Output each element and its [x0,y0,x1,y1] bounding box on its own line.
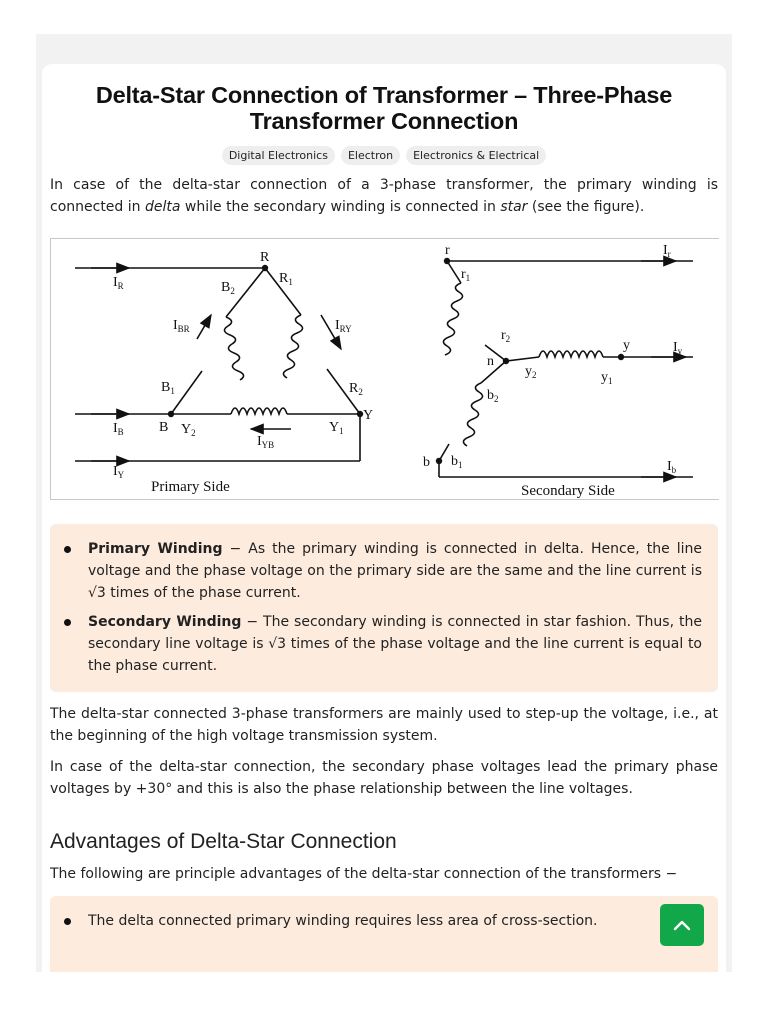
label-r1: $r_1$ [461,267,471,283]
phase-paragraph [50,756,718,800]
advantages-list [50,896,718,972]
list-item [50,910,718,932]
secondary-winding-text: − The secondary winding is connected in star fashion. Thus, the secondary line voltage is √3 times of the phase voltage and the line current is equal to the phase current. [88,614,702,674]
label-B1: $B_1$ [161,380,175,396]
winding-notes [50,524,718,692]
label-IR: $I_R$ [113,275,124,291]
arrow-IBR [197,315,211,339]
intro-paragraph [50,174,718,218]
label-b1: $b_1$ [451,454,463,470]
label-R: R [260,250,270,265]
label-Y1: $Y_1$ [329,420,344,436]
label-Ib: $I_b$ [667,459,677,475]
advantages-heading: Advantages of Delta-Star Connection [50,830,397,853]
caption-secondary: Secondary Side [521,483,615,499]
chevron-up-icon [673,919,691,931]
intro-star: star [500,199,528,215]
delta-star-diagram [51,239,719,499]
label-Iy: $I_y$ [673,340,683,356]
label-n: n [487,354,494,369]
caption-primary: Primary Side [151,479,230,495]
label-B: B [159,420,169,435]
page-title: Delta-Star Connection of Transformer – Three-Phase Transformer Connection [95,82,673,134]
advantages-lead-text: The following are principle advantages of the delta-star connection of the transformers − [50,866,678,882]
label-y1: $y_1$ [601,370,613,386]
scroll-to-top-button[interactable] [660,904,704,946]
secondary-winding-term: Secondary Winding [88,614,242,630]
label-B2: $B_2$ [221,280,235,296]
advantages-lead [50,863,718,885]
label-y: y [623,338,630,353]
intro-text-2: while the secondary winding is connected in [180,199,501,215]
list-item [50,538,718,604]
tag-electronics-electrical[interactable]: Electronics & Electrical [406,146,546,165]
label-R2: $R_2$ [349,381,363,397]
advantages-heading-block [50,829,718,855]
label-IBR: $I_{BR}$ [173,318,190,334]
advantage-text: The delta connected primary winding requires less area of cross-section. [88,913,598,929]
label-R1: $R_1$ [279,271,293,287]
tag-digital-electronics[interactable]: Digital Electronics [222,146,335,165]
intro-text-3: (see the figure). [527,199,645,215]
label-Ir: $I_r$ [663,243,671,259]
label-y2: $y_2$ [525,364,537,380]
label-b: b [423,455,430,470]
usage-text: The delta-star connected 3-phase transformers are mainly used to step-up the voltage, i.e., at the beginning of the high voltage transmission system. [50,706,718,744]
label-r2: $r_2$ [501,328,511,344]
usage-paragraph [50,703,718,747]
article-card [42,64,726,972]
label-IYB: $I_{YB}$ [257,434,275,450]
label-Y2: $Y_2$ [181,422,196,438]
bullet-icon [64,918,71,925]
tag-list [50,146,718,165]
bullet-icon [64,619,71,626]
intro-text-1: In case of the delta-star connection of a 3-phase transformer, the primary winding is connected in [50,177,718,215]
label-IB: $I_B$ [113,421,124,437]
label-IRY: $I_{RY}$ [335,318,352,334]
label-Y: Y [363,408,374,423]
intro-delta: delta [144,199,181,215]
label-r: r [445,243,450,258]
delta-star-figure [50,238,719,500]
label-b2: $b_2$ [487,388,499,404]
primary-winding-text: − As the primary winding is connected in delta. Hence, the line voltage and the phase voltage on the primary side are the same and the line current is √3 times of the phase current. [88,541,703,601]
phase-text: In case of the delta-star connection, the secondary phase voltages lead the primary phase voltages by +30° and this is also the phase relationship between the line voltages. [50,759,718,797]
tag-electron[interactable]: Electron [341,146,400,165]
bullet-icon [64,546,71,553]
page-background [36,34,732,972]
label-IY: $I_Y$ [113,464,125,480]
list-item [50,611,718,677]
title-block [50,82,718,134]
primary-winding-term: Primary Winding [88,541,223,557]
